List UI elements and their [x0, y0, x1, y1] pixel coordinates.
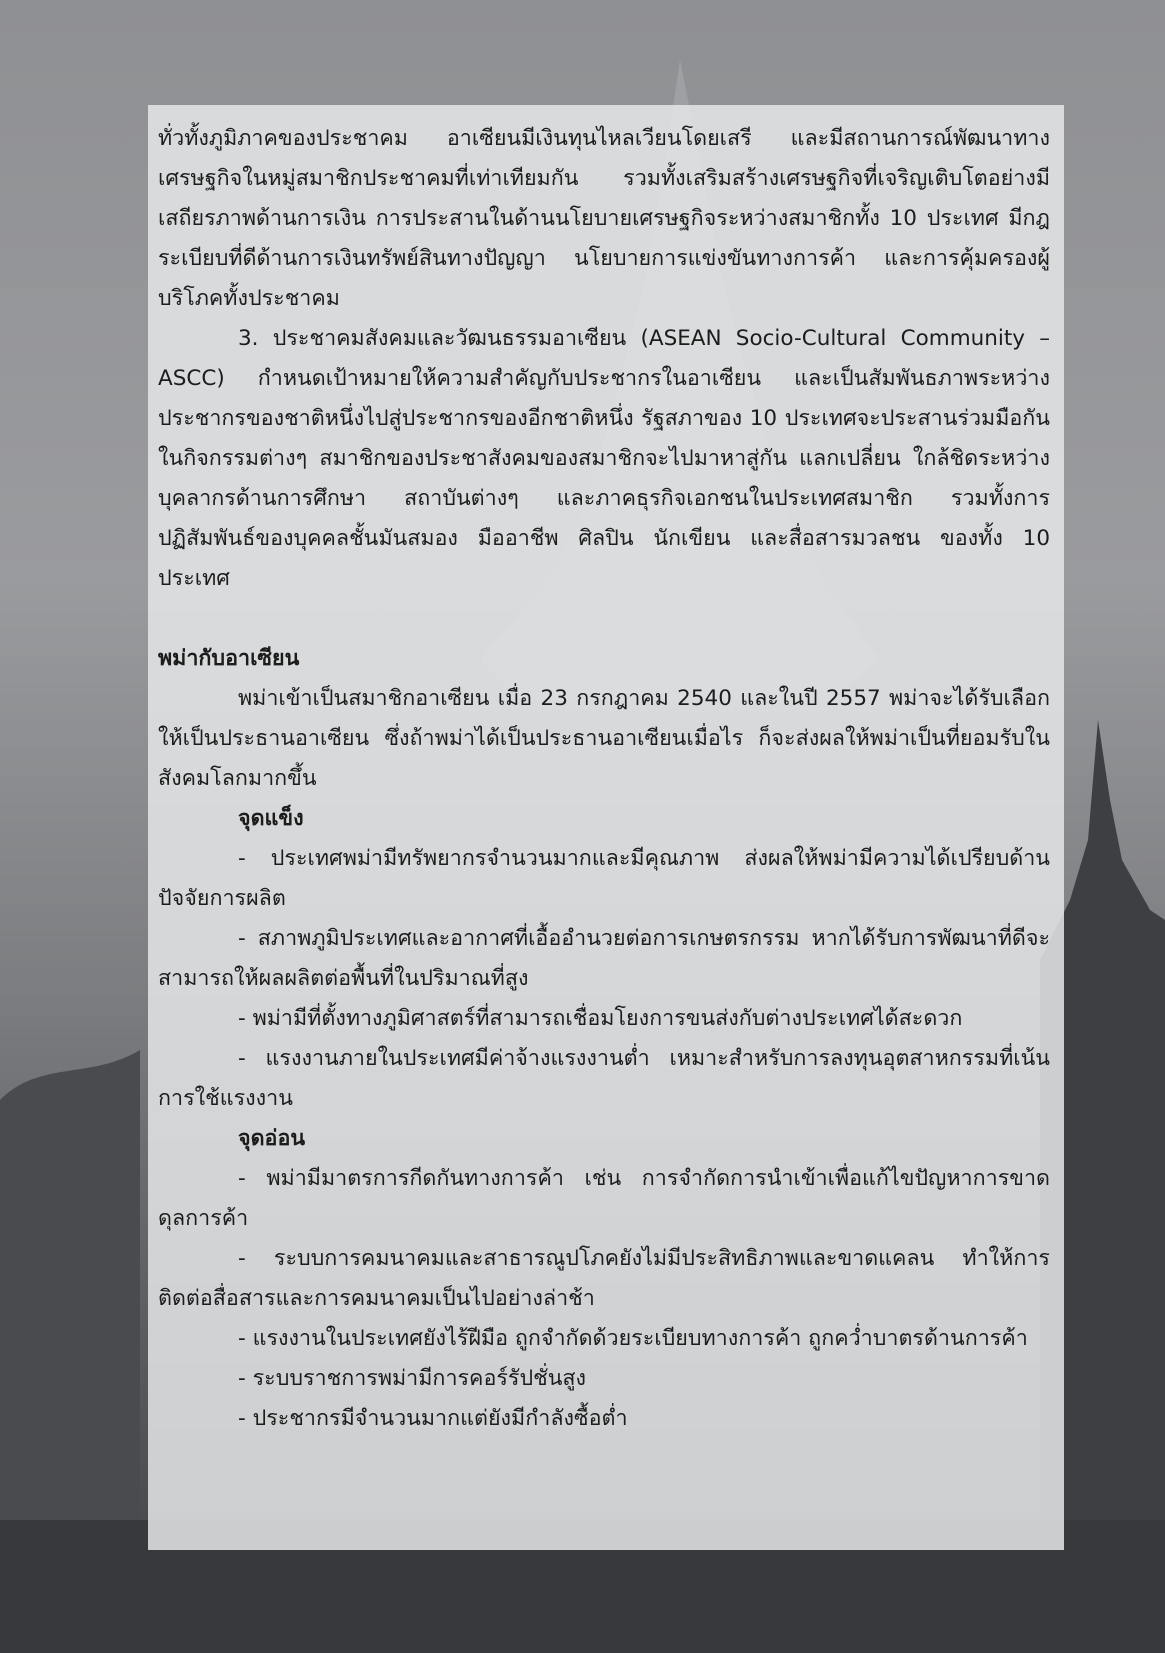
strength-item: - พม่ามีที่ตั้งทางภูมิศาสตร์ที่สามารถเชื่อมโยงการขนส่งกับต่างประเทศได้สะดวก: [238, 1006, 963, 1031]
weakness-item: - แรงงานในประเทศยังไร้ฝีมือ ถูกจำกัดด้วยระเบียบทางการค้า ถูกคว่ำบาตรด้านการค้า: [238, 1326, 1028, 1351]
section-spacer: [158, 599, 1050, 639]
weakness-item: - ประชากรมีจำนวนมากแต่ยังมีกำลังซื้อต่ำ: [238, 1406, 628, 1431]
text-panel: [148, 105, 1064, 1550]
strength-item: - แรงงานภายในประเทศมีค่าจ้างแรงงานต่ำ เหมาะสำหรับการลงทุนอุตสาหกรรมที่เน้นการใช้แรงงาน: [158, 1046, 1050, 1111]
paragraph-economic-community: ทั่วทั้งภูมิภาคของประชาคม อาเซียนมีเงินทุนไหลเวียนโดยเสรี และมีสถานการณ์พัฒนาทางเศรษฐกิจในหมู่สมาชิกประชาคมที่เท่าเทียมกัน รวมทั้งเสริมสร้างเศรษฐกิจที่เจริญเติบโตอย่างมีเสถียรภาพด้านการเงิน การประสานในด้านนโยบายเศรษฐกิจระหว่างสมาชิกทั้ง 10 ประเทศ มีกฎระเบียบที่ดีด้านการเงินทรัพย์สินทางปัญญา นโยบายการแข่งขันทางการค้า และการคุ้มครองผู้บริโภคทั้งประชาคม: [158, 126, 1050, 311]
paragraph-myanmar-intro: พม่าเข้าเป็นสมาชิกอาเซียน เมื่อ 23 กรกฎาคม 2540 และในปี 2557 พม่าจะได้รับเลือกให้เป็นประธานอาเซียน ซึ่งถ้าพม่าได้เป็นประธานอาเซียนเมื่อไร ก็จะส่งผลให้พม่าเป็นที่ยอมรับในสังคมโลกมากขึ้น: [158, 686, 1050, 791]
paragraph-socio-cultural-community: 3. ประชาคมสังคมและวัฒนธรรมอาเซียน (ASEAN Socio-Cultural Community – ASCC) กำหนดเป้าหมายให้ความสำคัญกับประชากรในอาเซียน และเป็นสัมพันธภาพระหว่างประชากรของชาติหนึ่งไปสู่ประชากรของอีกชาติหนึ่ง รัฐสภาของ 10 ประเทศจะประสานร่วมมือกัน ในกิจกรรมต่างๆ สมาชิกของประชาสังคมของสมาชิกจะไปมาหาสู่กัน แลกเปลี่ยน ใกล้ชิดระหว่างบุคลากรด้านการศึกษา สถาบันต่างๆ และภาคธุรกิจเอกชนในประเทศสมาชิก รวมทั้งการปฏิสัมพันธ์ของบุคคลชั้นมันสมอง มืออาชีพ ศิลปิน นักเขียน และสื่อสารมวลชน ของทั้ง 10 ประเทศ: [158, 326, 1050, 591]
strengths-heading: จุดแข็ง: [238, 806, 304, 831]
section-heading-myanmar-asean: พม่ากับอาเซียน: [158, 646, 300, 671]
weakness-item: - ระบบราชการพม่ามีการคอร์รัปชั่นสูง: [238, 1366, 587, 1391]
weakness-item: - พม่ามีมาตรการกีดกันทางการค้า เช่น การจำกัดการนำเข้าเพื่อแก้ไขปัญหาการขาดดุลการค้า: [158, 1166, 1050, 1231]
weakness-item: - ระบบการคมนาคมและสาธารณูปโภคยังไม่มีประสิทธิภาพและขาดแคลน ทำให้การติดต่อสื่อสารและการคมนาคมเป็นไปอย่างล่าช้า: [158, 1246, 1050, 1311]
strength-item: - สภาพภูมิประเทศและอากาศที่เอื้ออำนวยต่อการเกษตรกรรม หากได้รับการพัฒนาที่ดีจะสามารถให้ผลผลิตต่อพื้นที่ในปริมาณที่สูง: [158, 926, 1050, 991]
strength-item: - ประเทศพม่ามีทรัพยากรจำนวนมากและมีคุณภาพ ส่งผลให้พม่ามีความได้เปรียบด้านปัจจัยการผลิต: [158, 846, 1050, 911]
weaknesses-heading: จุดอ่อน: [238, 1126, 306, 1151]
